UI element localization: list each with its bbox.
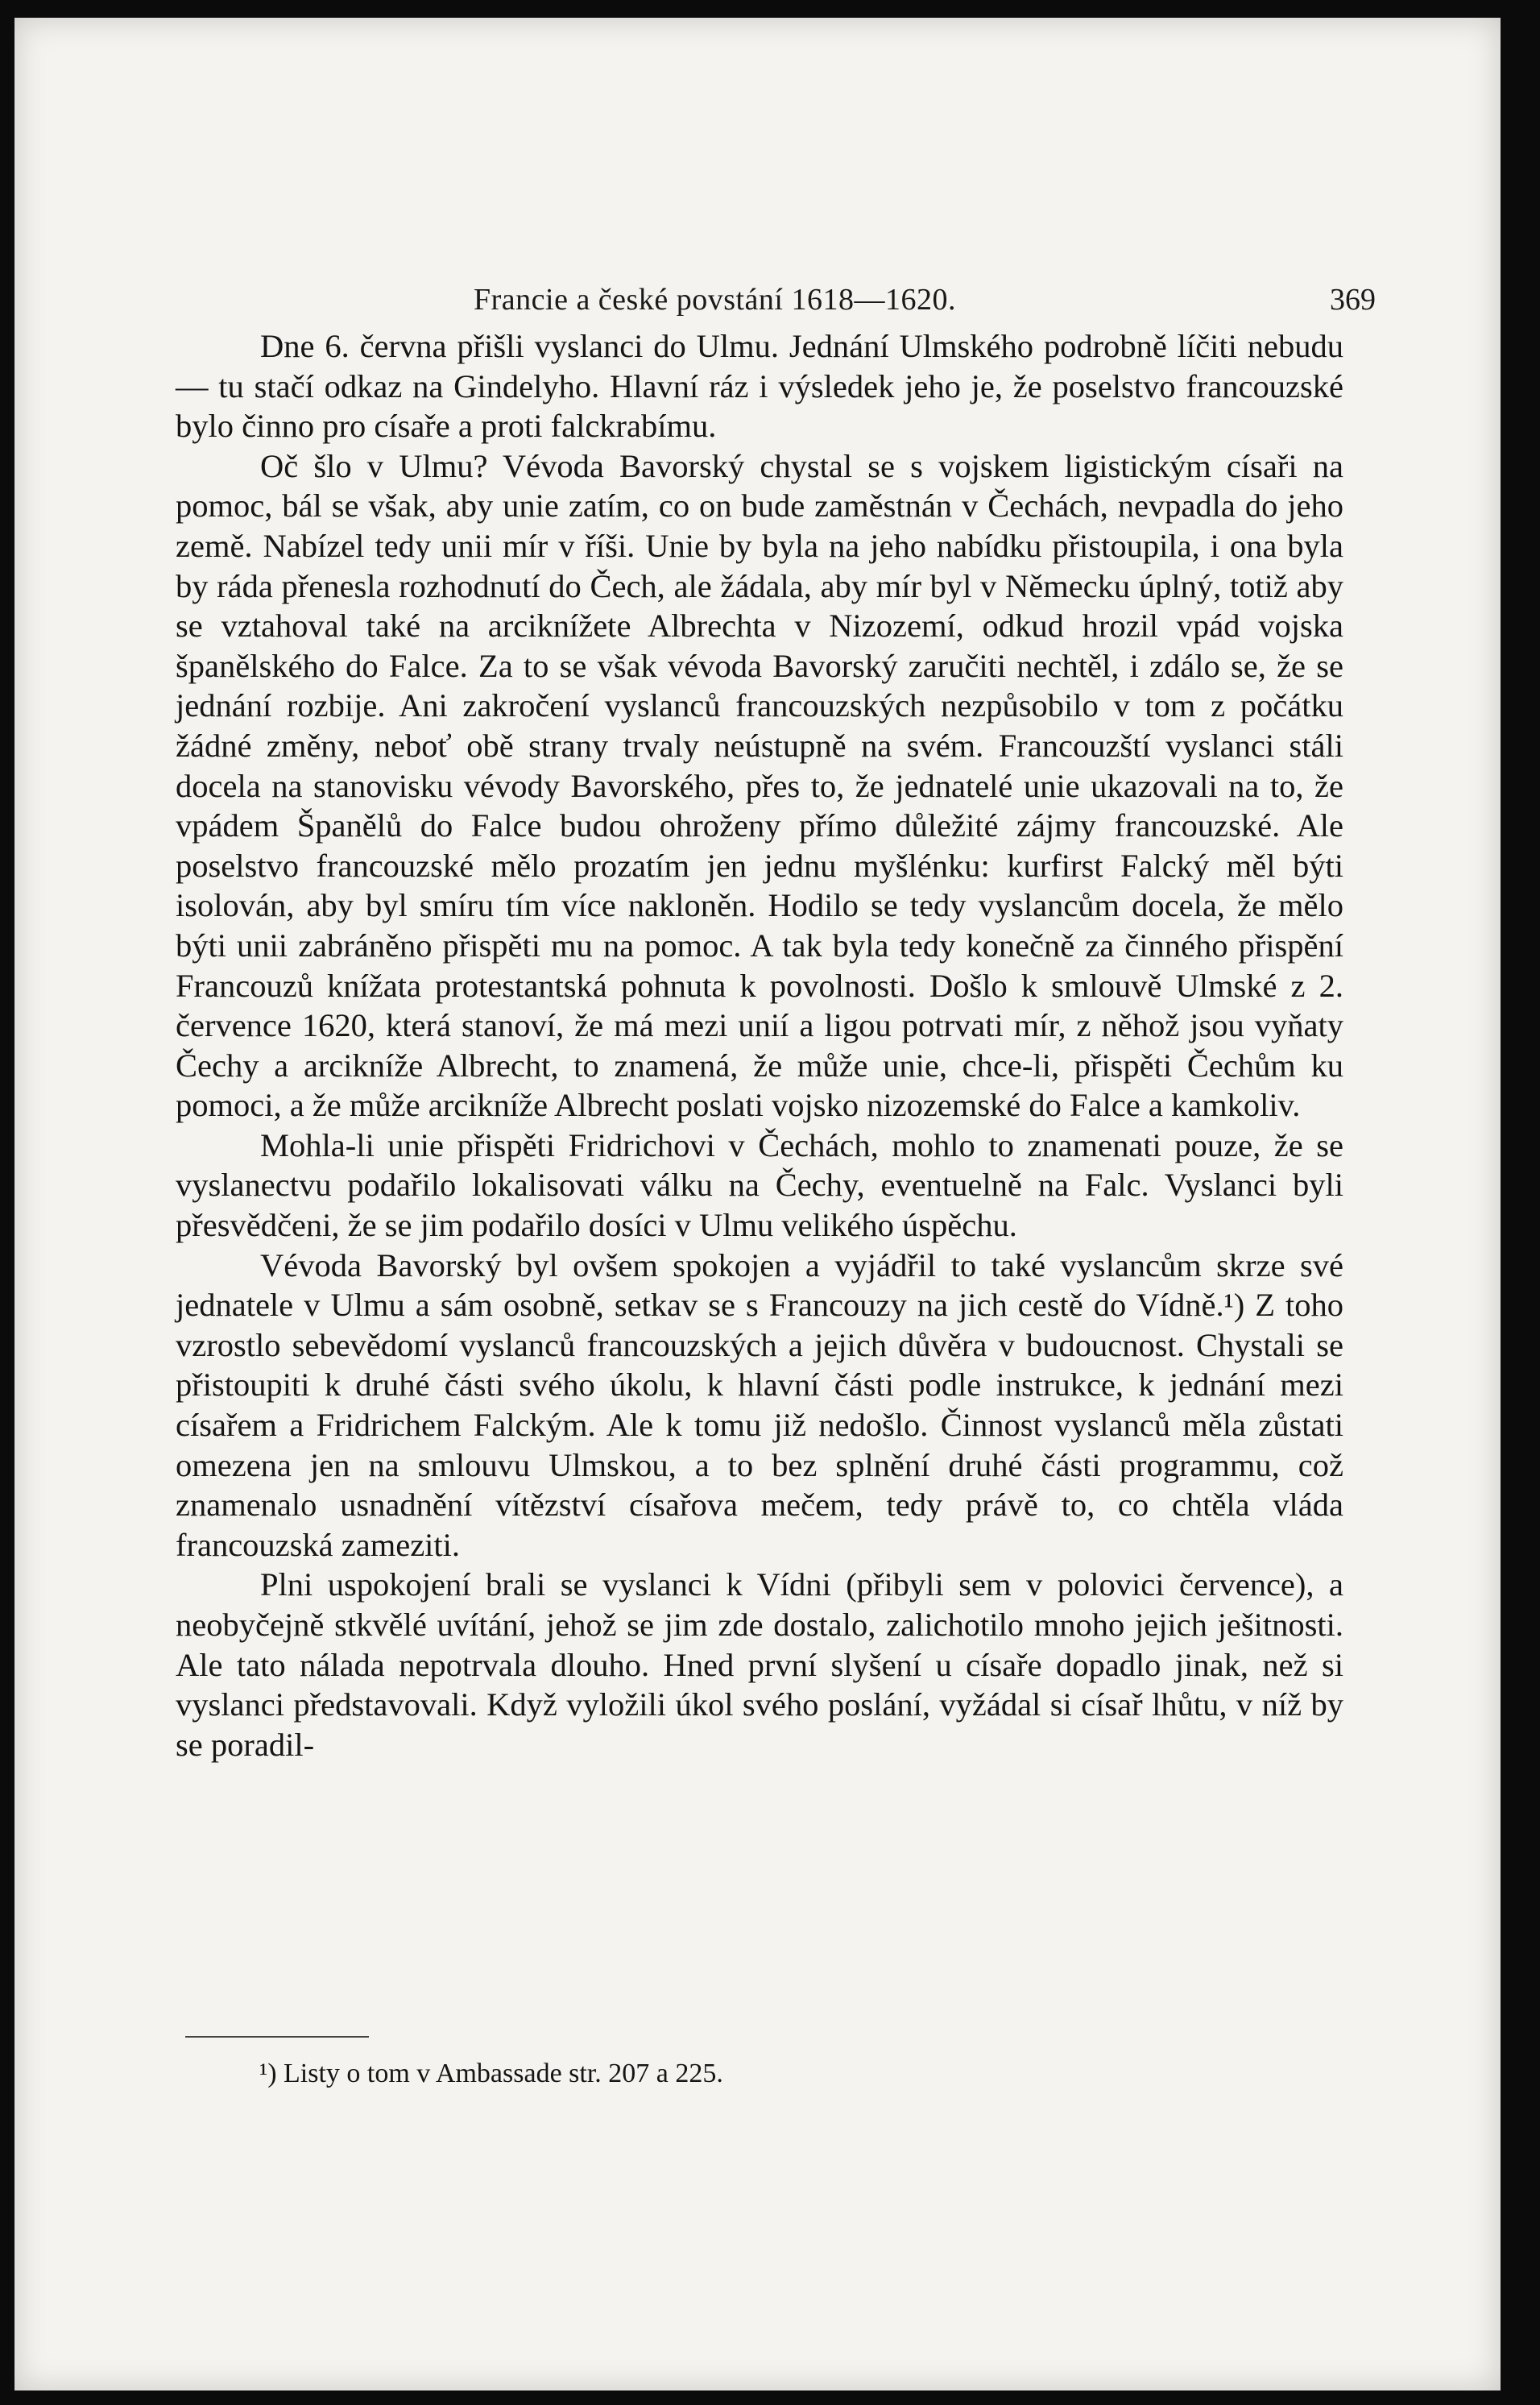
paragraph: Dne 6. června přišli vyslanci do Ulmu. Jednání Ulmského podrobně líčiti nebudu — tu stačí odkaz na Gindelyho. Hlavní ráz i výsledek jeho je, že poselstvo francouzské bylo činno pro císaře a proti falckrabímu.: [176, 328, 1343, 445]
running-title: Francie a české povstání 1618—1620.: [474, 283, 956, 317]
paragraph: Vévoda Bavorský byl ovšem spokojen a vyjádřil to také vyslancům skrze své jednatele v Ulmu a sám osobně, setkav se s Francouzy na jich cestě do Vídně.¹) Z toho vzrostlo sebevědomí vyslanců francouzských a jejich důvěra v budoucnost. Chystali se přistoupiti k druhé části svého úkolu, k hlavní části podle instrukce, k jednání mezi císařem a Fridrichem Falckým. Ale k tomu již nedošlo. Činnost vyslanců měla zůstati omezena jen na smlouvu Ulmskou, a to bez splnění druhé části programmu, což znamenalo usnadnění vítězství císařova mečem, tedy právě to, co chtěla vláda francouzská zameziti.: [176, 1246, 1343, 1563]
body-text: [176, 326, 1343, 1764]
paragraph: Oč šlo v Ulmu? Vévoda Bavorský chystal se s vojskem ligistickým císaři na pomoc, bál se však, aby unie zatím, co on bude zaměstnán v Čechách, nevpadla do jeho země. Nabízel tedy unii mír v říši. Unie by byla na jeho nabídku přistoupila, i ona byla by ráda přenesla rozhodnutí do Čech, ale žádala, aby mír byl v Německu úplný, totiž aby se vztahoval také na arciknížete Albrechta v Nizozemí, odkud hrozil vpád vojska španělského do Falce. Za to se však vévoda Bavorský zaručiti nechtěl, i zdálo se, že se jednání rozbije. Ani zakročení vyslanců francouzských nezpůsobilo v tom z počátku žádné změny, neboť obě strany trvaly neústupně na svém. Francouzští vyslanci stáli docela na stanovisku vévody Bavorského, přes to, že jednatelé unie ukazovali na to, že vpádem Španělů do Falce budou ohroženy přímo důležité zájmy francouzské. Ale poselstvo francouzské mělo prozatím jen jednu myšlénku: kurfirst Falcký měl býti isolován, aby byl smíru tím více nakloněn. Hodilo se tedy vyslancům docela, že mělo býti unii zabráněno přispěti mu na pomoc. A tak byla tedy konečně za činného přispění Francouzů knížata protestantská pohnuta k povolnosti. Došlo k smlouvě Ulmské z 2. července 1620, která stanoví, že má mezi unií a ligou potrvati mír, z něhož jsou vyňaty Čechy a arcikníže Albrecht, to znamená, že může unie, chce-li, přispěti Čechům ku pomoci, a že může arcikníže Albrecht poslati vojsko nizozemské do Falce a kamkoliv.: [176, 447, 1343, 1124]
footnote: ¹) Listy o tom v Ambassade str. 207 a 225.: [259, 2059, 723, 2088]
running-header: [184, 282, 1376, 322]
paragraph: Mohla-li unie přispěti Fridrichovi v Čechách, mohlo to znamenati pouze, že se vyslanectvu podařilo lokalisovati válku na Čechy, eventuelně na Falc. Vyslanci byli přesvědčeni, že se jim podařilo dosíci v Ulmu velikého úspěchu.: [176, 1126, 1343, 1244]
page-number: 369: [1330, 283, 1376, 317]
footnote-divider: [185, 2036, 369, 2038]
paragraph: Plni uspokojení brali se vyslanci k Vídni (přibyli sem v polovici července), a neobyčejně stkvělé uvítání, jehož se jim zde dostalo, zalichotilo mnoho jejich ješitnosti. Ale tato nálada nepotrvala dlouho. Hned první slyšení u císaře dopadlo jinak, než si vyslanci představovali. Když vyložili úkol svého poslání, vyžádal si císař lhůtu, v níž by se poradil-: [176, 1566, 1343, 1763]
